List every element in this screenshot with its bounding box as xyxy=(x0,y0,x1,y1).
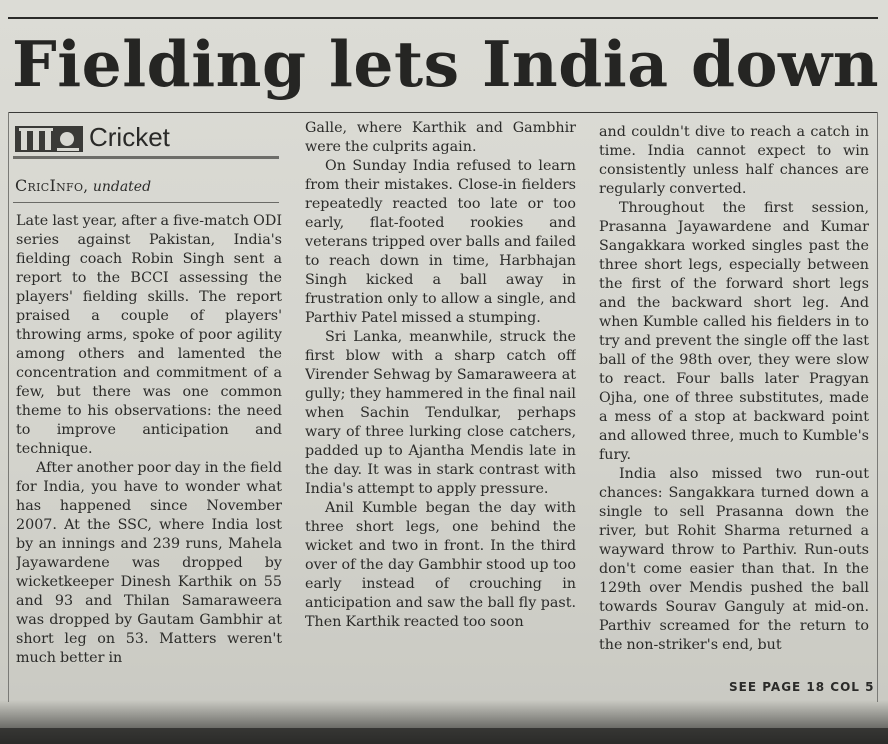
section-rule xyxy=(13,156,279,159)
section-label xyxy=(13,118,279,162)
paragraph: After another poor day in the field for India, you have to wonder what has happened since November 2007. At the SSC, where India lost by an innings and 239 runs, Mahela Jayawardene was dropped by wicketkeeper Dinesh Karthik on 55 and 93 and Thilan Samaraweera was dropped by Gautam Gambhir at short leg on 53. Matters weren't much better in xyxy=(16,460,282,666)
paragraph: Anil Kumble began the day with three short legs, one behind the wicket and two in front. In the third over of the day Gambhir stood up too early instead of crouching in anticipation and saw the ball fly past. Then Karthik reacted too soon xyxy=(305,500,576,630)
top-rule xyxy=(8,17,878,19)
article-column-2 xyxy=(305,119,576,693)
article-column-3 xyxy=(599,123,869,679)
paragraph: On Sunday India refused to learn from their mistakes. Close-in fielders repeatedly reacted too late or too early, flat-footed rookies and veterans tripped over balls and failed to reach down in time, Harbhajan Singh kicked a ball away in frustration only to allow a single, and Parthiv Patel missed a stumping. xyxy=(305,158,576,326)
paragraph: India also missed two run-out chances: Sangakkara turned down a single to sell Prasanna down the river, but Rohit Sharma returned a wayward throw to Parthiv. Run-outs don't come easier than that. In the 129th over Mendis pushed the ball towards Sourav Ganguly at mid-on. Parthiv screamed for the return to the non-striker's end, but xyxy=(599,466,869,653)
continuation-note: SEE PAGE 18 COL 5 xyxy=(729,680,875,694)
paragraph: Throughout the first session, Prasanna Jayawardene and Kumar Sangakkara worked singles past the three short legs, especially between the first of the forward short legs and the backward short leg. And when Kumble called his fielders in to try and prevent the single off the last ball of the 98th over, they were slow to react. Four balls later Pragyan Ojha, one of three substitutes, made a mess of a stop at backward point and allowed three, much to Kumble's fury. xyxy=(599,200,869,463)
paragraph: and couldn't dive to reach a catch in time. India cannot expect to win consistently unless half chances are regularly converted. xyxy=(599,124,869,197)
byline-source: CricInfo xyxy=(15,176,84,195)
article-column-1 xyxy=(16,212,282,692)
paragraph: Sri Lanka, meanwhile, struck the first blow with a sharp catch off Virender Sehwag by Samaraweera at gully; they hammered in the final nail when Sachin Tendulkar, perhaps wary of three lurking close catchers, padded up to Ajantha Mendis late in the day. It was in stark contrast with India's attempt to apply pressure. xyxy=(305,329,576,497)
page-shadow xyxy=(0,700,888,744)
byline-separator: , xyxy=(83,177,93,195)
byline xyxy=(15,176,281,195)
headline: Fielding lets India down xyxy=(12,27,880,101)
byline-rule xyxy=(13,202,279,203)
frame-right xyxy=(877,112,878,702)
section-name: Cricket xyxy=(89,122,170,152)
byline-dateline: undated xyxy=(92,179,152,195)
cricket-stumps-icon xyxy=(15,122,83,154)
frame-left xyxy=(8,112,9,702)
paragraph: Galle, where Karthik and Gambhir were the culprits again. xyxy=(305,120,576,155)
paragraph: Late last year, after a five-match ODI series against Pakistan, India's fielding coach Robin Singh sent a report to the BCCI assessing the players' fielding skills. The report praised a couple of players' throwing arms, spoke of poor agility among others and lamented the concentration and commitment of a few, but there was one common theme to his observations: the need to improve anticipation and technique. xyxy=(16,213,282,457)
headline-rule xyxy=(8,112,878,113)
